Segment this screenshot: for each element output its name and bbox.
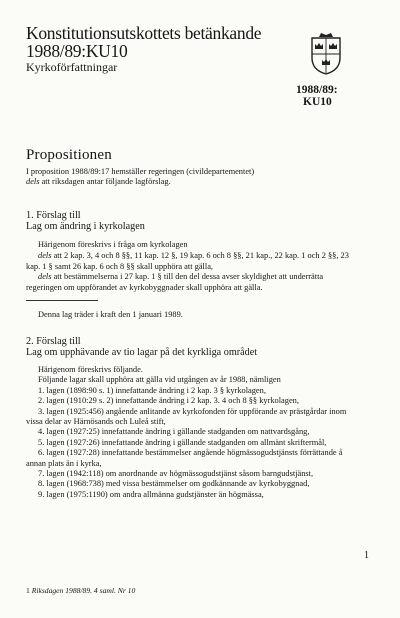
dels-word: dels bbox=[38, 251, 52, 261]
proposition-text bbox=[26, 167, 356, 188]
footer-text: Riksdagen 1988/89. 4 saml. Nr 10 bbox=[31, 586, 136, 595]
list-item: 7. lagen (1942:118) om anordnande av högmässogudstjänst såsom barngudstjänst, bbox=[38, 469, 314, 479]
list-item: 5. lagen (1927:26) innefattande ändring i gällande stadganden om allmänt skriftermål, bbox=[38, 437, 327, 447]
proposition-line2 bbox=[26, 177, 356, 187]
report-title-line1: Konstitutionsutskottets betänkande bbox=[26, 23, 262, 43]
list-item: 4. lagen (1927:25) innefattande ändring i gällande stadganden om nattvardsgång, bbox=[38, 427, 310, 437]
dels-word: dels bbox=[38, 272, 52, 282]
section-heading-propositionen: Propositionen bbox=[26, 147, 112, 163]
law1-title: Lag om ändring i kyrkolagen bbox=[26, 221, 145, 233]
section-divider bbox=[26, 300, 98, 301]
law1-body bbox=[26, 240, 356, 293]
law1-dels-paragraph-2 bbox=[26, 272, 356, 293]
law2-lead: Härigenom föreskrivs följande. bbox=[38, 365, 143, 374]
document-reference-line2: KU10 bbox=[303, 96, 332, 108]
law2-intro: Följande lagar skall upphöra att gälla vid utgången av år 1988, nämligen bbox=[38, 375, 281, 385]
list-item: 1. lagen (1898:90 s. 1) innefattande ändring i 2 kap. 3 § kyrkolagen, bbox=[38, 385, 266, 395]
three-crowns-coat-of-arms-icon bbox=[306, 32, 346, 76]
dels-word: dels bbox=[26, 177, 40, 187]
law1-heading bbox=[26, 210, 356, 233]
document-reference bbox=[296, 84, 356, 108]
page-number: 1 bbox=[364, 550, 369, 561]
law1-lead: Härigenom föreskrivs i fråga om kyrkolagen bbox=[38, 240, 188, 249]
proposition-line1: I proposition 1988/89:17 hemställer regeringen (civildepartementet) bbox=[26, 167, 255, 176]
law1-effective-text: Denna lag träder i kraft den 1 januari 1989. bbox=[38, 310, 183, 319]
law1-number: 1. Förslag till bbox=[26, 210, 81, 221]
list-item: 9. lagen (1975:1190) om andra allmänna gudstjänster än högmässa, bbox=[38, 489, 264, 499]
law1-dels-text-1: att 2 kap. 3, 4 och 8 §§, 11 kap. 12 §, 19 kap. 6 och 8 §§, 21 kap., 22 kap. 1 och 2 §§, 23 kap. 1 § samt 26 kap. 6 och 8 §§ skall upphöra att gälla, bbox=[26, 251, 349, 271]
law1-dels-text-2: att bestämmelserna i 27 kap. 1 § till den del dessa avser skyldighet att underrätta regeringen om uppförandet av kyrkobyggnader skall upphöra att gälla. bbox=[26, 272, 324, 292]
proposition-line2-text: att riksdagen antar följande lagförslag. bbox=[39, 177, 171, 187]
footer-number: 1 bbox=[26, 586, 30, 595]
list-item: 3. lagen (1925:456) angående anlitande av kyrkofonden för uppförande av prästgårdar inom vissa delar av Härnösands och Luleå stift, bbox=[26, 406, 347, 427]
list-item: 2. lagen (1910:29 s. 2) innefattande ändring i 2 kap. 3. 4 och 8 §§ kyrkolagen, bbox=[38, 396, 299, 406]
page-footer bbox=[26, 586, 135, 595]
report-title bbox=[26, 24, 306, 60]
law2-number: 2. Förslag till bbox=[26, 336, 81, 347]
report-subtitle: Kyrkoförfattningar bbox=[26, 60, 118, 74]
document-reference-line1: 1988/89: bbox=[296, 84, 338, 96]
law1-effective-date bbox=[26, 310, 356, 320]
list-item: 6. lagen (1927:28) innefattande bestämmelser angående högmässogudstjänsts förrättande å annan plats än i kyrka, bbox=[26, 448, 343, 468]
law2-body bbox=[26, 365, 356, 500]
list-item: 8. lagen (1968:738) med vissa bestämmelser om godkännande av kyrkobyggnad, bbox=[38, 479, 310, 489]
report-title-line2: 1988/89:KU10 bbox=[26, 41, 128, 61]
law2-heading bbox=[26, 336, 356, 359]
law2-title: Lag om upphävande av tio lagar på det kyrkliga området bbox=[26, 347, 258, 359]
law1-dels-paragraph-1 bbox=[26, 251, 356, 272]
